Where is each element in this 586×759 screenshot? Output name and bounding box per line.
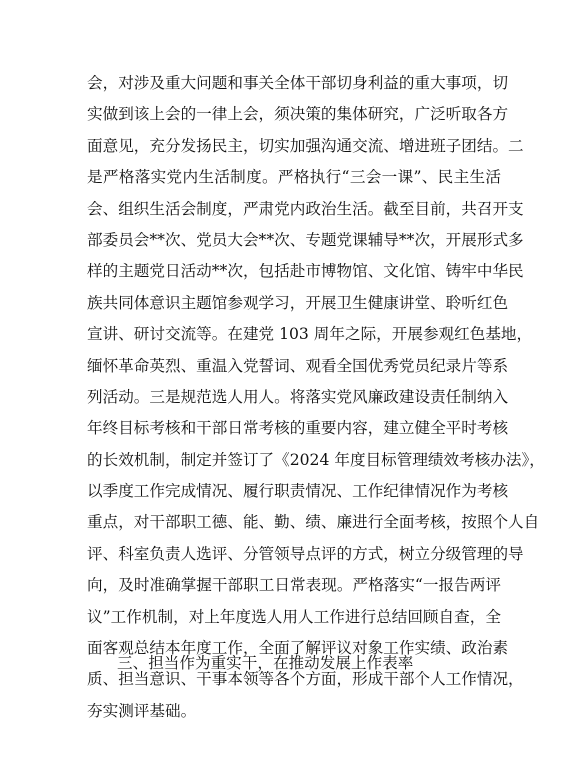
paragraph-line: 部委员会**次、党员大会**次、专题党课辅导**次，开展形式多 (87, 230, 524, 249)
paragraph-line: 向，及时准确掌握干部职工日常表现。严格落实“一报告两评 (87, 576, 501, 595)
paragraph-line: 议”工作机制，对上年度选人用人工作进行总结回顾自查，全 (87, 607, 501, 626)
paragraph-line: 质、担当意识、干事本领等各个方面，形成干部个人工作情况， (87, 670, 524, 689)
paragraph-line: 样的主题党日活动**次，包括赴市博物馆、文化馆、铸牢中华民 (87, 262, 524, 281)
paragraph-line: 会、组织生活会制度，严肃党内政治生活。截至目前，共召开支 (87, 199, 524, 218)
paragraph-line: 面意见，充分发扬民主，切实加强沟通交流、增进班子团结。二 (87, 136, 524, 155)
paragraph-line: 重点，对干部职工德、能、勤、绩、廉进行全面考核，按照个人自 (87, 513, 540, 532)
paragraph-line: 是严格落实党内生活制度。严格执行“三会一课”、民主生活 (87, 168, 501, 187)
paragraph-line: 的长效机制，制定并签订了《2024 年度目标管理绩效考核办法》， (87, 450, 545, 469)
paragraph-line: 列活动。三是规范选人用人。将落实党风廉政建设责任制纳入 (87, 387, 509, 406)
paragraph-line: 族共同体意识主题馆参观学习，开展卫生健康讲堂、聆听红色 (87, 293, 509, 312)
paragraph-line: 面客观总结本年度工作，全面了解评议对象工作实绩、政治素 (87, 639, 509, 658)
paragraph-line: 实做到该上会的一律上会，须决策的集体研究，广泛听取各方 (87, 105, 509, 124)
body-paragraph (87, 68, 545, 727)
paragraph-line: 缅怀革命英烈、重温入党誓词、观看全国优秀党员纪录片等系 (87, 356, 509, 375)
paragraph-line: 评、科室负责人选评、分管领导点评的方式，树立分级管理的导 (87, 544, 524, 563)
paragraph-line: 会，对涉及重大问题和事关全体干部切身利益的重大事项，切 (87, 74, 509, 92)
paragraph-line: 年终目标考核和干部日常考核的重要内容，建立健全平时考核 (87, 419, 509, 438)
section-heading: 三、担当作为重实干，在推动发展上作表率 (117, 654, 414, 672)
paragraph-last-line: 夯实测评基础。 (87, 701, 197, 720)
paragraph-line: 以季度工作完成情况、履行职责情况、工作纪律情况作为考核 (87, 482, 509, 501)
paragraph-line: 宣讲、研讨交流等。在建党 103 周年之际，开展参观红色基地， (87, 325, 533, 344)
